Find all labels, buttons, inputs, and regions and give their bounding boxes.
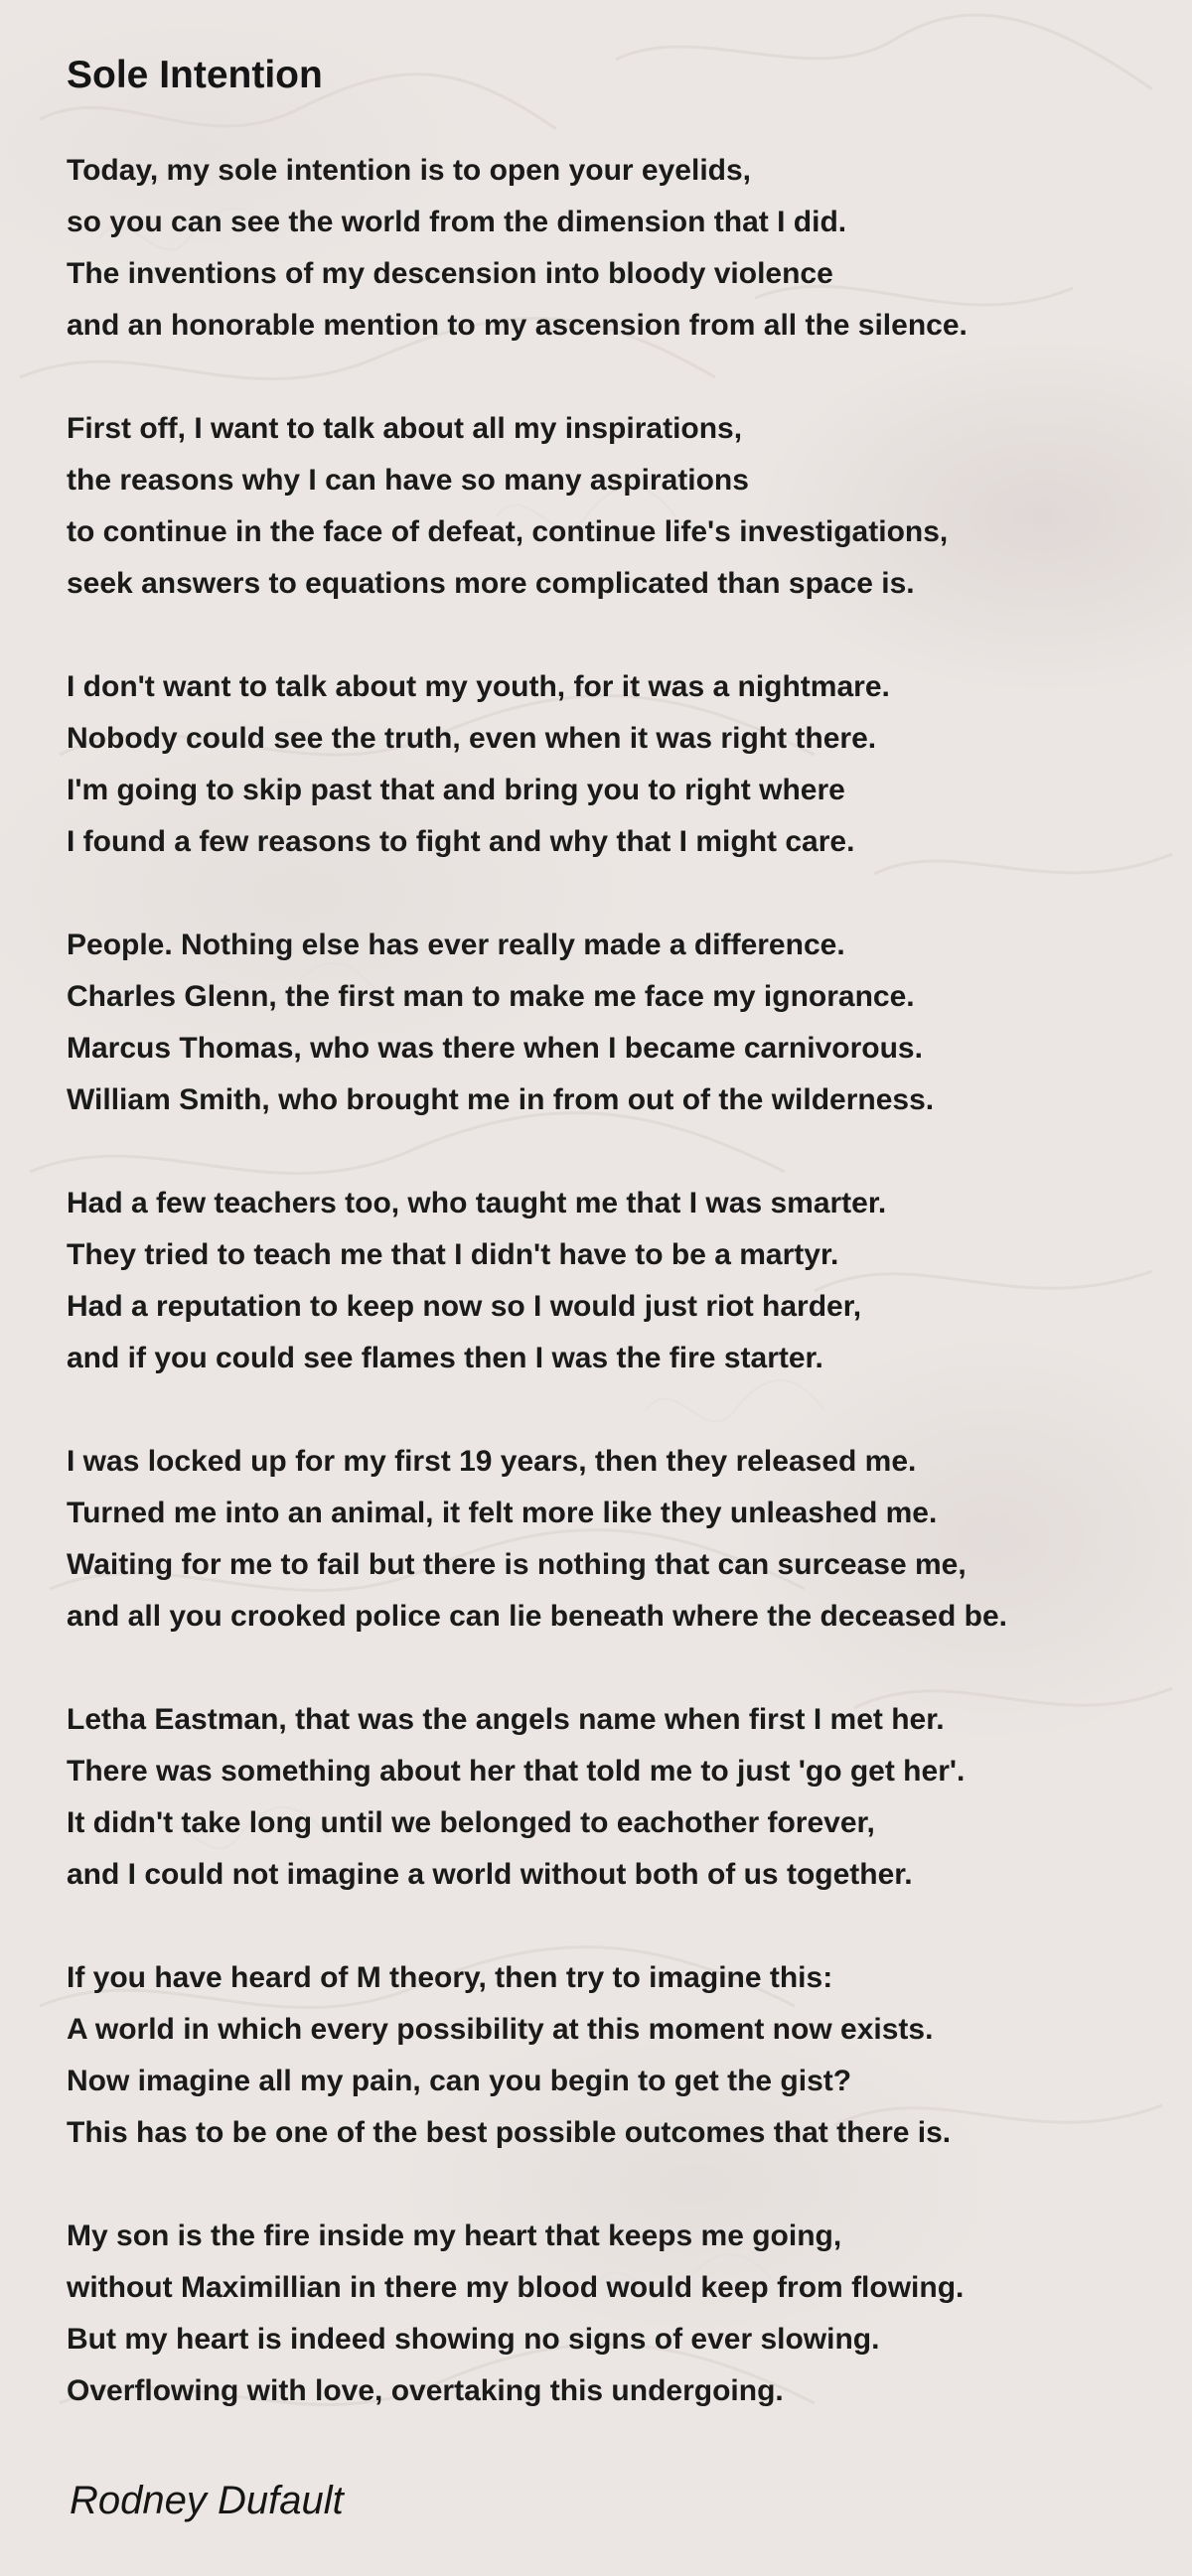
poem-line: My son is the fire inside my heart that keeps me going, [67, 2219, 842, 2252]
poem-line: Had a few teachers too, who taught me that I was smarter. [67, 1187, 887, 1219]
poem-line: Marcus Thomas, who was there when I became carnivorous. [67, 1032, 923, 1065]
poem-line: and if you could see flames then I was the fire starter. [67, 1342, 823, 1374]
poem-line: William Smith, who brought me in from out of the wilderness. [67, 1083, 935, 1116]
poem-author: Rodney Dufault [70, 2479, 344, 2522]
poem-line: I found a few reasons to fight and why that I might care. [67, 825, 855, 858]
stanza [67, 1436, 1159, 1643]
poem-line: and I could not imagine a world without both of us together. [67, 1858, 913, 1891]
poem-line: I'm going to skip past that and bring you to right where [67, 774, 845, 806]
poem-title: Sole Intention [67, 54, 323, 96]
poem-line: If you have heard of M theory, then try to imagine this: [67, 1961, 833, 1994]
poem-line: the reasons why I can have so many aspirations [67, 464, 749, 497]
poem-line: This has to be one of the best possible outcomes that there is. [67, 2116, 952, 2149]
poem-line: without Maximillian in there my blood would keep from flowing. [67, 2271, 965, 2304]
stanza [67, 2211, 1159, 2417]
poem-line: A world in which every possibility at this moment now exists. [67, 2013, 934, 2046]
poem-line: Charles Glenn, the first man to make me face my ignorance. [67, 980, 915, 1013]
poem-line: But my heart is indeed showing no signs of ever slowing. [67, 2323, 880, 2356]
poem-line: to continue in the face of defeat, continue life's investigations, [67, 515, 949, 548]
poem-line: I don't want to talk about my youth, for it was a nightmare. [67, 670, 890, 703]
poem [67, 48, 1159, 2469]
poem-line: They tried to teach me that I didn't have to be a martyr. [67, 1238, 839, 1271]
stanza [67, 145, 1159, 352]
poem-line: Letha Eastman, that was the angels name when first I met her. [67, 1703, 945, 1736]
stanza [67, 1694, 1159, 1901]
poem-line: Had a reputation to keep now so I would just riot harder, [67, 1290, 862, 1323]
stanza [67, 920, 1159, 1126]
poem-line: People. Nothing else has ever really made a difference. [67, 929, 845, 961]
poem-line: Nobody could see the truth, even when it was right there. [67, 722, 877, 755]
poem-line: and an honorable mention to my ascension from all the silence. [67, 309, 968, 342]
poem-line: It didn't take long until we belonged to eachother forever, [67, 1806, 875, 1839]
poem-line: First off, I want to talk about all my inspirations, [67, 412, 743, 445]
stanza [67, 403, 1159, 610]
poem-line: Overflowing with love, overtaking this undergoing. [67, 2374, 784, 2407]
poem-line: I was locked up for my first 19 years, then they released me. [67, 1445, 917, 1478]
poem-body [67, 145, 1159, 2417]
poem-line: so you can see the world from the dimension that I did. [67, 206, 847, 238]
poem-line: seek answers to equations more complicated than space is. [67, 567, 915, 600]
poem-line: Turned me into an animal, it felt more like they unleashed me. [67, 1497, 938, 1529]
stanza [67, 1178, 1159, 1384]
stanza [67, 1952, 1159, 2159]
poem-line: The inventions of my descension into bloody violence [67, 257, 833, 290]
stanza [67, 661, 1159, 868]
poem-line: There was something about her that told me to just 'go get her'. [67, 1755, 966, 1788]
poem-line: Now imagine all my pain, can you begin to get the gist? [67, 2065, 852, 2097]
poem-line: Today, my sole intention is to open your eyelids, [67, 154, 752, 187]
poem-line: Waiting for me to fail but there is nothing that can surcease me, [67, 1548, 967, 1581]
poem-line: and all you crooked police can lie beneath where the deceased be. [67, 1600, 1007, 1633]
